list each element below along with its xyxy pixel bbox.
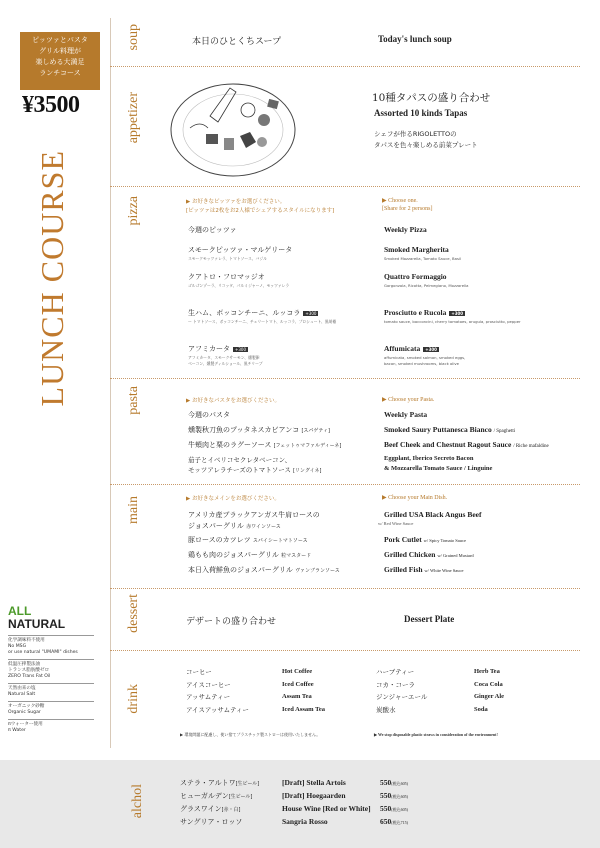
section-label-pasta: pasta [126,386,141,415]
soup-en: Today's lunch soup [378,34,452,44]
pizza-item-sub-en: Gorgonzola, Ricotta, Pelmegiano, Mozzarella [384,283,469,288]
pasta-note-en: ▶ Choose your Pasta. [382,397,435,403]
appetizer-desc-1: シェフが作るRIGOLETTOの [374,130,457,138]
pizza-item-jp: スモークピッツァ・マルゲリータ [188,246,293,254]
section-label-dessert: dessert [126,594,141,633]
section-divider [110,650,580,651]
pizza-item-en: Affumicata +300 [384,344,437,353]
appetizer-jp: 10種タパスの盛り合わせ [372,92,491,104]
main-item-en: Grilled Chicken w/ Grained Mustard [384,550,474,559]
pizza-item-jp: 生ハム、ボッコンチーニ、ルッコラ +300 [188,309,317,317]
pizza-item-sub-jp: ゴルゴンゾーラ、リコッタ、パルミジャーノ、モッツァレラ [188,283,290,288]
main-item-jp: 本日入荷鮮魚のジョスパーグリル ヴァンブランソース [188,566,340,574]
course-price: ¥3500 [22,92,80,118]
pizza-item-sub-jp: スモークモッツァレラ、トマトソース、バジル [188,256,267,261]
section-divider [110,66,580,67]
pasta-item-en: & Mozzarella Tomato Sauce / Linguine [384,465,493,472]
pizza-item-en: Weekly Pizza [384,225,427,234]
pizza-item-sub-en: tomato sauce, bocconcini, cherry tomatoes, arugula, prosciutto, pepper [384,319,521,324]
main-note-en: ▶ Choose your Main Dish. [382,495,448,501]
pasta-item-jp: 燻製秋刀魚のプッタネスカビアンコ [スパゲティ] [188,426,330,434]
section-divider [110,484,580,485]
pizza-note-jp-2: [ピッツァは2枚をお2人様でシェアするスタイルになります] [186,208,335,214]
main-item-jp: 鶏もも肉のジョスパーグリル 粒マスタード [188,551,312,559]
section-divider [110,378,580,379]
pizza-item-sub-jp: ベーコン、燻製ディルショール、黒チリーブ [188,361,263,366]
natural-title-2: NATURAL [8,617,66,631]
pizza-item-sub-en: bacon, smoked mushrooms, black olive [384,361,459,366]
pasta-item-en: Smoked Saury Puttanesca Bianco / Spaghetti [384,425,516,434]
surcharge-badge: +300 [451,310,464,316]
drink-col-1-en: Hot Coffee Iced Coffee Assam Tea Iced Assam Tea [282,668,325,713]
section-divider [110,186,580,187]
section-label-alchol: alchol [130,784,145,819]
main-item-sub-en: w/ Red Wine Sauce [378,521,414,526]
pasta-item-jp: 牛頬肉と栗のラグーソース [フェットゥマファルディーネ] [188,441,342,449]
badge-line: ピッツァとパスタ [32,36,88,44]
pizza-item-sub-en: affumicata, smoked salmon, smoked eggs, [384,355,466,360]
alchol-row: ヒューガルデン[生ビール] [Draft] Hoegaarden 550(税込605) [180,791,408,800]
pizza-item-sub-jp: アフミカータ、スモークサーモン、燻製卵 [188,355,260,360]
drink-col-2-jp: ハーブティー コカ・コーラ ジンジャーエール 炭酸水 [376,668,428,714]
appetizer-en: Assorted 10 kinds Tapas [374,108,468,118]
dessert-jp: デザートの盛り合わせ [186,617,277,627]
pizza-item-en: Quattro Formaggio [384,272,447,281]
dessert-en: Dessert Plate [404,614,455,624]
alchol-row: サングリア・ロッソ Sangria Rosso 650(税込715) [180,817,408,826]
natural-item: オーガニック砂糖 Organic Sugar [8,701,94,719]
all-natural-logo [8,605,65,631]
pasta-item-jp: 今週のパスタ [188,411,230,419]
main-item-en: Pork Cutlet w/ Spicy Tomato Sauce [384,535,467,544]
natural-item: πウォーター使用 π Water [8,719,94,737]
tapas-plate-illustration [170,76,300,180]
drink-col-2-en: Herb Tea Coca Cola Ginger Ale Soda [474,668,505,713]
pizza-item-sub-jp: ー トマトソース、ボッコンチーニ、チェリートマト、ルッコラ、プロシュート、黒胡椒 [188,319,337,324]
badge-line: ランチコース [39,69,81,77]
appetizer-desc-2: タパスを色々楽しめる前菜プレート [374,141,478,149]
pizza-note-jp-1: ▶ お好きなピッツァをお選びください。 [186,199,286,205]
badge-line: グリル料理が [39,47,81,55]
natural-item: 化学調味料不使用 No MSG or use natural "UMAMI" dishes [8,635,94,659]
section-label-main: main [126,496,141,524]
main-item-en: Grilled USA Black Angus Beef [384,510,482,519]
pasta-item-en: Beef Cheek and Chestnut Ragout Sauce / Riche mafaldine [384,440,549,449]
drink-note-en: ▶ We stop disposable plastic straws in consideration of the environment! [374,732,498,737]
pasta-item-jp: 茄子とイベリコセクレタベーコン、 [188,456,292,464]
pizza-item-sub-en: Smoked Mozzarella, Tomato Sauce, Basil [384,256,462,261]
surcharge-badge: +300 [235,346,246,352]
vertical-title: LUNCH COURSE [34,150,70,407]
surcharge-badge: +300 [425,346,437,352]
pizza-item-jp: クアトロ・フロマッジオ [188,273,265,281]
alchol-list [180,778,590,830]
main-item-en: Grilled Fish w/ White Wine Sauce [384,565,464,574]
pasta-item-en: Weekly Pasta [384,410,428,419]
section-label-appetizer: appetizer [126,92,141,144]
badge-line: 楽しめる大満足 [35,58,85,66]
section-label-soup: soup [126,24,141,51]
section-label-drink: drink [126,684,141,714]
main-item-jp: ジョスパーグリル 赤ワインソース [188,522,281,530]
column-divider [110,18,111,748]
natural-list [8,635,94,737]
section-label-pizza: pizza [126,196,141,226]
pizza-item-jp: 今週のピッツァ [188,226,237,234]
drink-col-1-jp: コーヒー アイスコーヒー アッサムティー アイスアッサムティー [186,668,249,714]
main-note-jp: ▶ お好きなメインをお選びください。 [186,496,280,502]
alchol-row: グラスワイン[赤・白] House Wine [Red or White] 550(税込605) [180,804,408,813]
natural-item: 天然由来の塩 Natural Salt [8,683,94,701]
pizza-item-en: Smoked Margherita [384,245,449,254]
natural-title-1: ALL [8,604,32,618]
natural-item: 低温圧搾製法油 トランス脂肪酸ゼロ ZERO Trans Fat Oil [8,659,94,683]
pasta-note-jp: ▶ お好きなパスタをお選びください。 [186,398,280,404]
pasta-item-en: Eggplant, Iberico Secreto Bacon [384,455,474,462]
soup-jp: 本日のひとくちスープ [192,37,282,47]
pizza-note-en-1: ▶ Choose one. [382,198,418,204]
alchol-row: ステラ・アルトワ[生ビール] [Draft] Stella Artois 550(税込605) [180,778,408,787]
drink-note-jp: ▶ 環境問題に配慮し、使い捨てプラスチック製ストローは使用いたしません。 [180,732,321,737]
surcharge-badge: +300 [305,310,317,316]
course-badge [20,32,100,90]
pizza-note-en-2: [Share for 2 persons] [382,206,433,212]
pizza-item-en: Prosciutto e Rucola +300 [384,308,464,317]
main-item-jp: 豚ロースのカツレツ スパイシートマトソース [188,536,308,544]
pasta-item-jp: モッツアレラチーズのトマトソース [リングイネ] [188,466,322,474]
pizza-item-jp: アフミカータ +300 [188,345,246,353]
main-item-jp: アメリカ産ブラックアンガス牛肩ロースの [188,511,320,519]
section-divider [110,588,580,589]
